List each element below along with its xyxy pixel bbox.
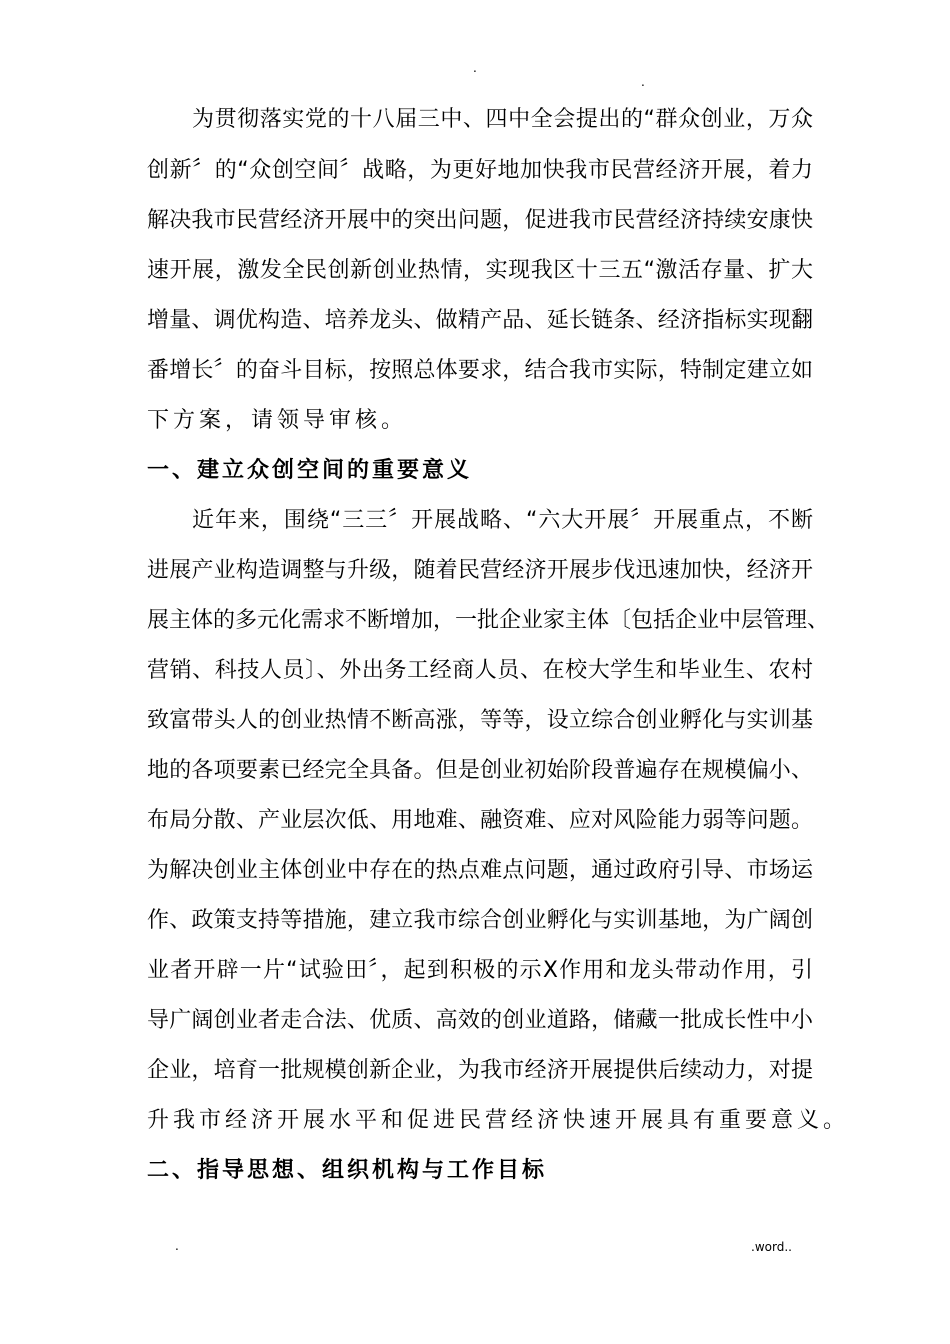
header-mark: . [473, 61, 477, 75]
text-line: 近年来，围绕“三三〞开展战略、“六大开展〞开展重点，不断 [192, 508, 813, 533]
text-line: 升我市经济开展水平和促进民营经济快速开展具有重要意义。 [147, 1108, 850, 1133]
text-line: 下方案，请领导审核。 [147, 408, 408, 433]
text-line: 布局分散、产业层次低、用地难、融资难、应对风险能力弱等问题。 [147, 808, 813, 833]
text-line: 解决我市民营经济开展中的突出问题，促进我市民营经济持续安康快 [147, 208, 813, 233]
text-line: 业者开辟一片“试验田〞，起到积极的示X作用和龙头带动作用，引 [147, 958, 813, 983]
text-line: 进展产业构造调整与升级，随着民营经济开展步伐迅速加快，经济开 [147, 558, 813, 583]
text-line: 为贯彻落实党的十八届三中、四中全会提出的“群众创业，万众 [192, 107, 813, 132]
text-line: 为解决创业主体创业中存在的热点难点问题，通过政府引导、市场运 [147, 858, 813, 883]
section-heading-1: 一、建立众创空间的重要意义 [147, 458, 473, 483]
text-line: 地的各项要素已经完全具备。但是创业初始阶段普遍存在规模偏小、 [147, 758, 813, 783]
text-line: 致富带头人的创业热情不断高涨，等等，设立综合创业孵化与实训基 [147, 708, 813, 733]
header-mark: . [641, 75, 645, 89]
text-line: 创新〞的“众创空间〞战略，为更好地加快我市民营经济开展，着力 [147, 158, 813, 183]
footer-text: .word.. [751, 1240, 792, 1254]
text-line: 营销、科技人员〕、外出务工经商人员、在校大学生和毕业生、农村 [147, 658, 813, 683]
text-line: 导广阔创业者走合法、优质、高效的创业道路，储藏一批成长性中小 [147, 1008, 813, 1033]
section-heading-2: 二、指导思想、组织机构与工作目标 [147, 1158, 548, 1183]
text-line: 作、政策支持等措施，建立我市综合创业孵化与实训基地，为广阔创 [147, 908, 813, 933]
text-line: 增量、调优构造、培养龙头、做精产品、延长链条、经济指标实现翻 [147, 308, 813, 333]
text-line: 展主体的多元化需求不断增加，一批企业家主体〔包括企业中层管理、 [147, 608, 830, 633]
text-line: 速开展，激发全民创新创业热情，实现我区十三五“激活存量、扩大 [147, 258, 813, 283]
text-line: 企业，培育一批规模创新企业，为我市经济开展提供后续动力，对提 [147, 1058, 813, 1083]
footer-mark: . [175, 1239, 179, 1253]
text-line: 番增长〞的奋斗目标，按照总体要求，结合我市实际，特制定建立如 [147, 358, 813, 383]
